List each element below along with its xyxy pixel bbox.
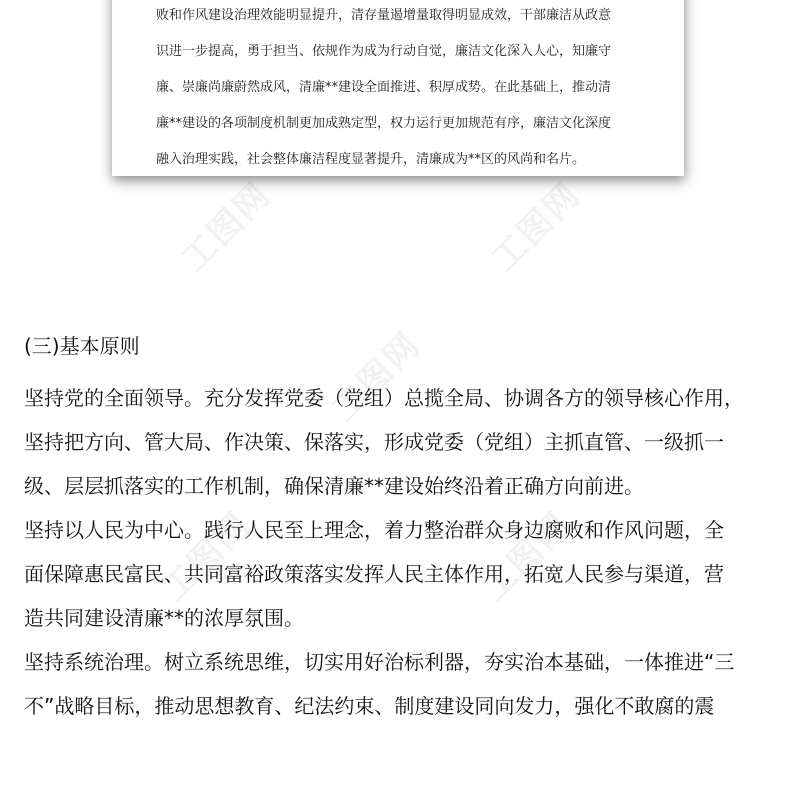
watermark: 工图网: [474, 504, 579, 610]
card-text-line: 识进一步提高，勇于担当、依规作为成为行动自觉，廉洁文化深入人心，知廉守: [156, 44, 612, 59]
paragraph-line: 坚持党的全面领导。充分发挥党委（党组）总揽全局、协调各方的领导核心作用，: [24, 386, 744, 410]
watermark: 工图网: [174, 174, 279, 280]
document-body: [24, 322, 784, 728]
paragraph-system-governance: [24, 640, 784, 728]
card-text-line: 融入治理实践，社会整体廉洁程度显著提升，清廉成为**区的风尚和名片。: [156, 152, 586, 167]
paragraph-line: 坚持把方向、管大局、作决策、保落实，形成党委（党组）主抓直管、一级抓一: [24, 430, 724, 454]
paragraph-line: 造共同建设清廉**的浓厚氛围。: [24, 606, 304, 630]
card-text-line: 廉、崇廉尚廉蔚然成风，清廉**建设全面推进、积厚成势。在此基础上，推动清: [156, 80, 612, 95]
paragraph-line: 级、层层抓落实的工作机制，确保清廉**建设始终沿着正确方向前进。: [24, 474, 644, 498]
watermark: 工图网: [484, 174, 589, 280]
watermark: 工图网: [154, 504, 259, 610]
section-heading: (三)基本原则: [24, 334, 140, 358]
paragraph-line: 坚持系统治理。树立系统思维，切实用好治标利器，夯实治本基础，一体推进“三: [24, 650, 735, 674]
paragraph-line: 坚持以人民为中心。践行人民至上理念，着力整治群众身边腐败和作风问题，全: [24, 518, 724, 542]
paragraph-line: 面保障惠民富民、共同富裕政策落实发挥人民主体作用，拓宽人民参与渠道，营: [24, 562, 724, 586]
card-text-line: 廉**建设的各项制度机制更加成熟定型，权力运行更加规范有序，廉洁文化深度: [156, 116, 612, 131]
card-text-line: 败和作风建设治理效能明显提升，清存量遏增量取得明显成效，干部廉洁从政意: [156, 8, 612, 23]
paragraph-line: 不”战略目标，推动思想教育、纪法约束、制度建设同向发力，强化不敢腐的震: [24, 694, 715, 718]
watermark: 工图网: [324, 324, 429, 430]
paragraph-people-centered: [24, 508, 784, 640]
document-preview-card: [112, 0, 684, 176]
paragraph-party-leadership: [24, 376, 784, 508]
